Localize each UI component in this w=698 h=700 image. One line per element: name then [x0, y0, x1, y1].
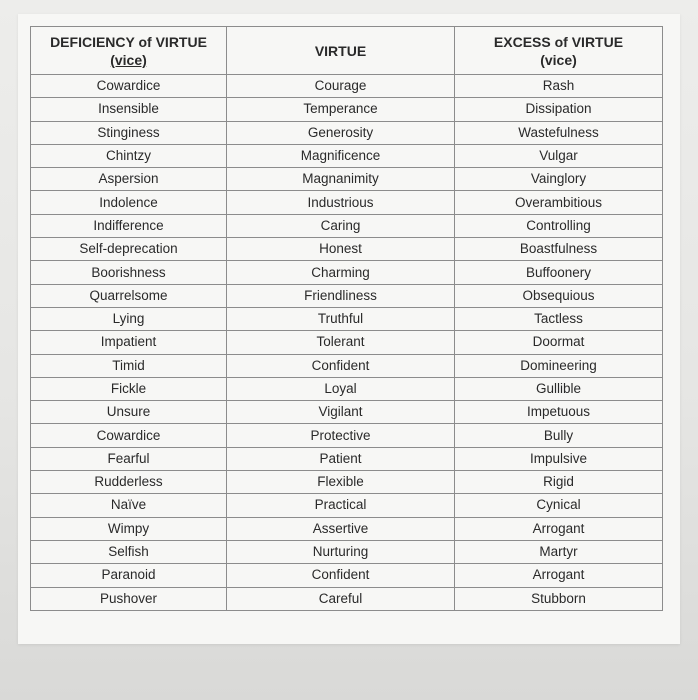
table-row [31, 261, 663, 284]
deficiency-cell: Timid [31, 354, 227, 377]
excess-cell: Domineering [455, 354, 663, 377]
table-row [31, 284, 663, 307]
table-row [31, 307, 663, 330]
excess-cell: Dissipation [455, 98, 663, 121]
virtue-cell: Caring [227, 214, 455, 237]
table-row [31, 75, 663, 98]
table-row [31, 494, 663, 517]
deficiency-cell: Stinginess [31, 121, 227, 144]
virtue-cell: Magnificence [227, 144, 455, 167]
excess-cell: Arrogant [455, 517, 663, 540]
deficiency-cell: Pushover [31, 587, 227, 610]
deficiency-cell: Selfish [31, 540, 227, 563]
excess-cell: Gullible [455, 377, 663, 400]
header-excess-subtitle: (vice) [540, 51, 577, 68]
excess-cell: Boastfulness [455, 238, 663, 261]
excess-cell: Cynical [455, 494, 663, 517]
header-deficiency-subtitle: (vice) [110, 51, 147, 68]
table-row [31, 564, 663, 587]
table-row [31, 331, 663, 354]
virtue-cell: Careful [227, 587, 455, 610]
table-row [31, 424, 663, 447]
excess-cell: Buffoonery [455, 261, 663, 284]
excess-cell: Overambitious [455, 191, 663, 214]
table-row [31, 238, 663, 261]
table-row [31, 121, 663, 144]
excess-cell: Wastefulness [455, 121, 663, 144]
excess-cell: Stubborn [455, 587, 663, 610]
table-row [31, 144, 663, 167]
excess-cell: Vulgar [455, 144, 663, 167]
deficiency-cell: Aspersion [31, 168, 227, 191]
excess-cell: Vainglory [455, 168, 663, 191]
document-page [18, 14, 680, 644]
table-header-row [31, 27, 663, 75]
virtue-cell: Nurturing [227, 540, 455, 563]
virtue-cell: Honest [227, 238, 455, 261]
deficiency-cell: Fickle [31, 377, 227, 400]
virtue-cell: Truthful [227, 307, 455, 330]
excess-cell: Arrogant [455, 564, 663, 587]
virtue-cell: Protective [227, 424, 455, 447]
table-row [31, 517, 663, 540]
deficiency-cell: Indifference [31, 214, 227, 237]
deficiency-cell: Cowardice [31, 75, 227, 98]
virtue-cell: Confident [227, 354, 455, 377]
virtue-cell: Loyal [227, 377, 455, 400]
deficiency-cell: Lying [31, 307, 227, 330]
table-row [31, 191, 663, 214]
deficiency-cell: Boorishness [31, 261, 227, 284]
deficiency-cell: Cowardice [31, 424, 227, 447]
virtue-cell: Flexible [227, 471, 455, 494]
header-virtue [227, 27, 455, 75]
deficiency-cell: Impatient [31, 331, 227, 354]
header-virtue-title: VIRTUE [314, 42, 367, 59]
virtue-cell: Magnanimity [227, 168, 455, 191]
virtue-cell: Temperance [227, 98, 455, 121]
deficiency-cell: Naïve [31, 494, 227, 517]
virtue-cell: Generosity [227, 121, 455, 144]
virtue-cell: Tolerant [227, 331, 455, 354]
table-row [31, 168, 663, 191]
excess-cell: Controlling [455, 214, 663, 237]
deficiency-cell: Indolence [31, 191, 227, 214]
deficiency-cell: Chintzy [31, 144, 227, 167]
deficiency-cell: Unsure [31, 401, 227, 424]
table-row [31, 98, 663, 121]
excess-cell: Tactless [455, 307, 663, 330]
excess-cell: Impulsive [455, 447, 663, 470]
table-row [31, 471, 663, 494]
deficiency-cell: Wimpy [31, 517, 227, 540]
table-row [31, 401, 663, 424]
virtue-cell: Practical [227, 494, 455, 517]
virtue-cell: Friendliness [227, 284, 455, 307]
table-body [31, 75, 663, 611]
virtue-cell: Industrious [227, 191, 455, 214]
table-row [31, 214, 663, 237]
virtue-cell: Assertive [227, 517, 455, 540]
virtue-cell: Vigilant [227, 401, 455, 424]
header-deficiency-title: DEFICIENCY of VIRTUE [50, 33, 207, 50]
virtue-cell: Patient [227, 447, 455, 470]
excess-cell: Obsequious [455, 284, 663, 307]
table-row [31, 447, 663, 470]
excess-cell: Doormat [455, 331, 663, 354]
deficiency-cell: Insensible [31, 98, 227, 121]
header-deficiency [31, 27, 227, 75]
deficiency-cell: Paranoid [31, 564, 227, 587]
virtue-cell: Charming [227, 261, 455, 284]
header-excess-title: EXCESS of VIRTUE [493, 33, 624, 50]
excess-cell: Rash [455, 75, 663, 98]
header-excess [455, 27, 663, 75]
excess-cell: Bully [455, 424, 663, 447]
excess-cell: Martyr [455, 540, 663, 563]
table-row [31, 587, 663, 610]
deficiency-cell: Self-deprecation [31, 238, 227, 261]
virtue-cell: Confident [227, 564, 455, 587]
table-row [31, 354, 663, 377]
table-row [31, 377, 663, 400]
virtue-cell: Courage [227, 75, 455, 98]
deficiency-cell: Quarrelsome [31, 284, 227, 307]
virtues-table [30, 26, 663, 611]
deficiency-cell: Fearful [31, 447, 227, 470]
excess-cell: Rigid [455, 471, 663, 494]
deficiency-cell: Rudderless [31, 471, 227, 494]
excess-cell: Impetuous [455, 401, 663, 424]
table-row [31, 540, 663, 563]
